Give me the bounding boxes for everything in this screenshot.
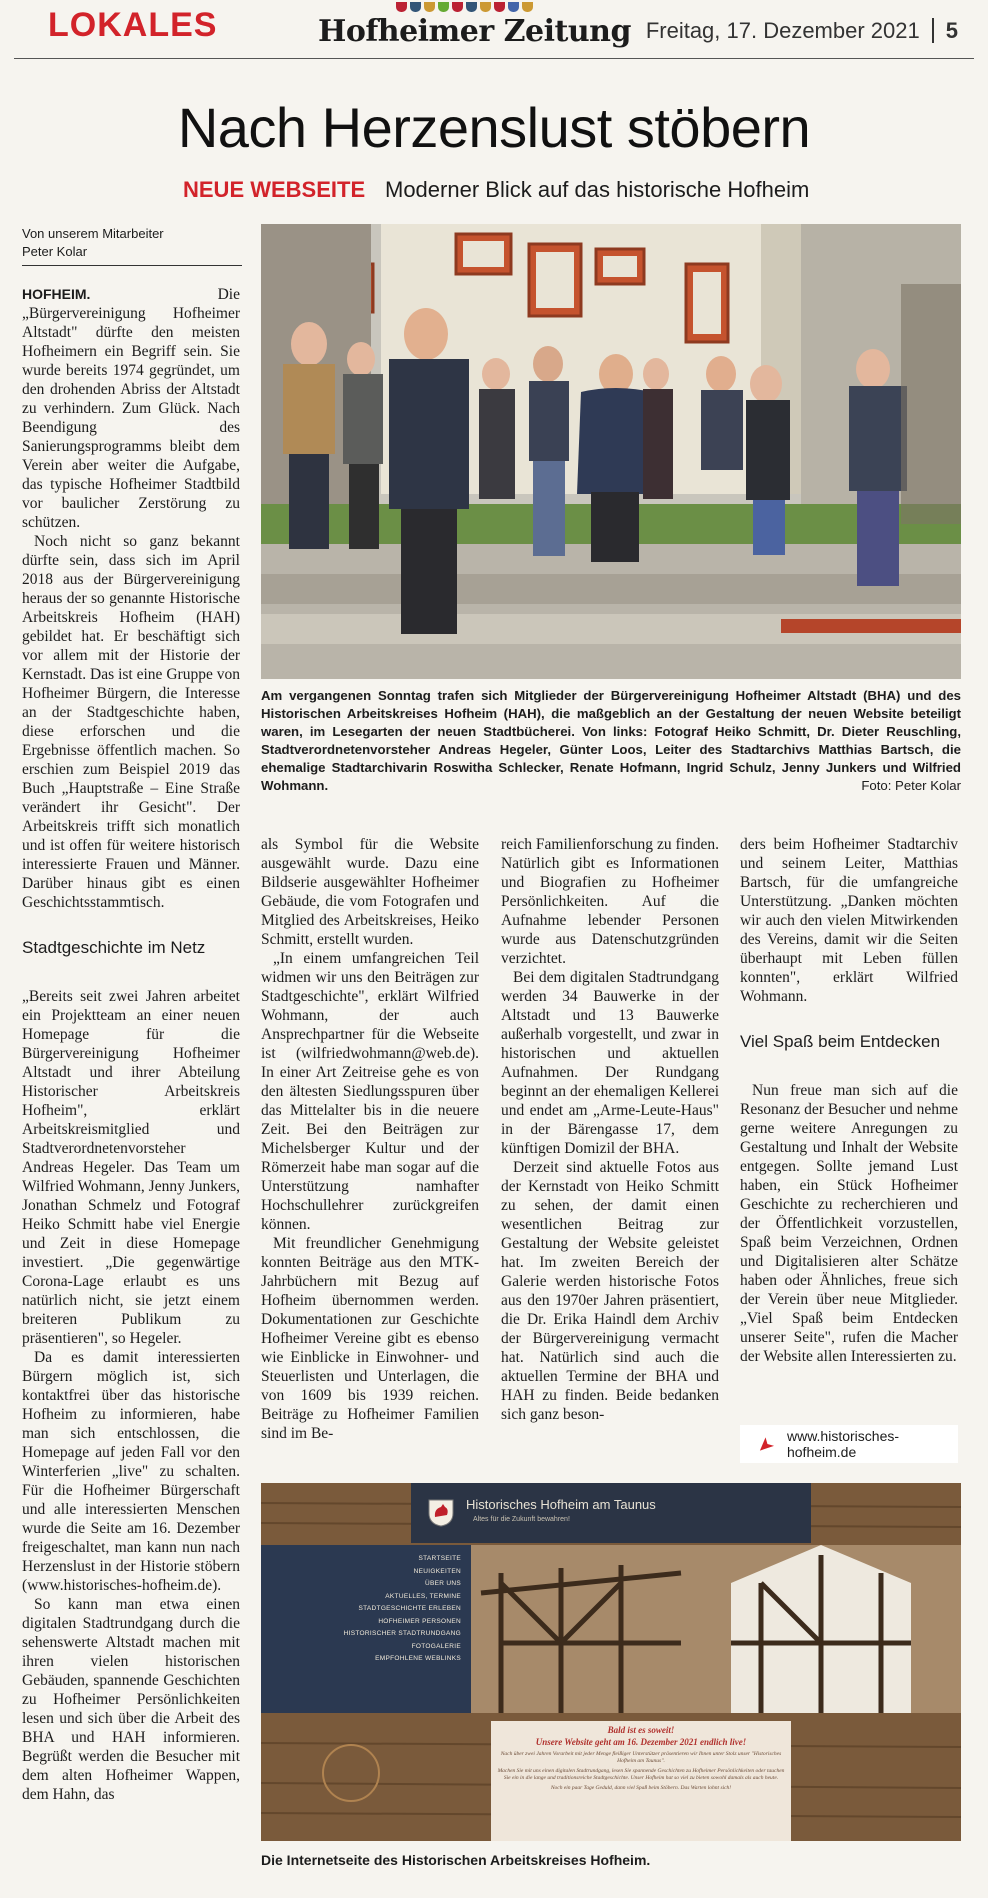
notice-text: Machen Sie mit uns einen digitalen Stadtrundgang, lesen Sie spannende Geschichten zu Hofheimer Persönlichkeiten oder tauchen Sie ein in die lange und traditionsreiche Stadtgeschichte. Unser Hofheim hat so viel zu bieten sowohl damals als auch heute.	[497, 1768, 785, 1781]
rooster-crest-icon	[426, 1497, 456, 1527]
paragraph: Mit freundlicher Genehmigung konnten Beiträge aus den MTK-Jahrbüchern mit Bezug auf Hofheim übernommen werden. Dokumentationen zur Geschichte Hofheimer Vereine gibt es ebenso wie Einblicke in Einwohner- und Steuerlisten und Unterlagen, die von 1609 bis 1939 reichen. Beiträge zu Hofheimer Familien sind im Be-	[261, 1235, 479, 1442]
paragraph: reich Familienforschung zu finden. Natürlich gibt es Informationen und Biografien zu Hofheimer Persönlichkeiten. Auf die Aufnahme lebender Personen wurde aus Datenschutzgründen verzichtet.	[501, 836, 719, 967]
headline: Nach Herzenslust stöbern	[177, 96, 811, 159]
paragraph	[22, 285, 240, 532]
paragraph: Da es damit interessierten Bürgern möglich ist, sich kontaktfrei über das historische Hofheim zu informieren, habe man sich entschlossen, die Homepage auf jeden Fall vor den Winterferien „live" zu schalten. Für die Hofheimer Bürgerschaft und alle interessierten Menschen wurde die Seite am 16. Dezember freigeschaltet, man kann nun nach Herzenslust in der Historie stöbern (www.historisches-hofheim.de).	[22, 1349, 240, 1594]
byline	[22, 225, 242, 266]
group-photo-illustration	[261, 224, 961, 679]
website-caption: Die Internetseite des Historischen Arbeitskreises Hofheim.	[261, 1852, 651, 1868]
paragraph: Noch nicht so ganz bekannt dürfte sein, dass sich im April 2018 aus der Bürgervereinigung heraus der so genannte Historische Arbeitskreis Hofheim (HAH) gebildet hat. Er beschäftigt sich vor allem mit der Historie der Kernstadt. Das ist eine Gruppe von Hofheimer Bürgern, die Interesse an der Stadtgeschichte haben, diese erforschen und die Ergebnisse öffentlich machen. So erschien zum Beispiel 2019 das Buch „Hauptstraße – Eine Straße verändert ihr Gesicht". Der Arbeitskreis trifft sich monatlich und ist offen für weitere historisch interessierte Frauen und Männer. Darüber hinaus gibt es einen Geschichtsstammtisch.	[22, 533, 240, 911]
page-number: 5	[932, 18, 958, 43]
section-heading: Stadtgeschichte im Netz	[22, 938, 206, 957]
website-menu-item[interactable]: STADTGESCHICHTE ERLEBEN	[358, 1605, 461, 1612]
website-menu-item[interactable]: FOTOGALERIE	[411, 1642, 461, 1650]
paragraph: „In einem umfangreichen Teil widmen wir uns den Beiträgen zur Stadtgeschichte", erklärt Wilfried Wohmann, der auch Ansprechpartner für die Webseite ist (wilfriedwohmann@web.de). In einer Art Zeitreise gehe es von den ältesten Siedlungsspuren über das Mittelalter bis in die neuere Zeit. Bei den Beiträgen zur Michelsberger Kultur und der Römerzeit habe man sogar auf die Unterstützung namhafter Hochschullehrer zurückgreifen können.	[261, 950, 479, 1233]
website-title: Historisches Hofheim am Taunus	[466, 1497, 656, 1512]
website-notice	[497, 1725, 785, 1792]
article-column-4	[740, 835, 958, 1366]
section-heading: Viel Spaß beim Entdecken	[740, 1032, 941, 1051]
notice-title: Bald ist es soweit!	[607, 1725, 675, 1735]
paragraph: Bei dem digitalen Stadtrundgang werden 34 Bauwerke in der Altstadt und 13 Bauwerke außerhalb vorgestellt, und zwar in historischen und aktuellen Aufnahmen. Der Rundgang beginnt an der ehemaligen Kellerei und endet am „Arme-Leute-Haus" in der Bärengasse 17, dem künftigen Domizil der BHA.	[501, 969, 719, 1157]
website-screenshot	[261, 1483, 961, 1841]
website-menu-item[interactable]: HISTORISCHER STADTRUNDGANG	[343, 1630, 461, 1637]
photo-caption	[261, 687, 961, 795]
subheadline: Moderner Blick auf das historische Hofheim	[385, 177, 810, 202]
date-text: Freitag, 17. Dezember 2021	[645, 18, 920, 43]
notice-headline: Unsere Website geht am 16. Dezember 2021 endlich live!	[535, 1737, 747, 1747]
article-column-2	[261, 835, 479, 1443]
kicker: NEUE WEBSEITE	[183, 177, 366, 202]
website-menu-item[interactable]: EMPFOHLENE WEBLINKS	[375, 1655, 461, 1662]
article-column-3	[501, 835, 719, 1424]
website-link-box[interactable]	[740, 1425, 958, 1463]
website-menu	[289, 1553, 461, 1666]
paragraph: So kann man etwa einen digitalen Stadtrundgang durch die sehenswerte Altstadt machen mit ihren vielen historischen Gebäuden, spannende Geschichten zu Hofheimer Persönlichkeiten lesen und sich über die Arbeit des BHA und HAH informieren. Begrüßt werden die Besucher mit dem alten Hofheimer Wappen, dem Hahn, das	[22, 1596, 240, 1803]
website-menu-item[interactable]: ÜBER UNS	[425, 1580, 461, 1587]
paragraph: Derzeit sind aktuelle Fotos aus der Kernstadt von Heiko Schmitt zu sehen, der damit einen wesentlichen Beitrag zur Gestaltung der Website geleistet hat. Im zweiten Bereich der Galerie werden historische Fotos aus den 1970er Jahren präsentiert, die Dr. Erika Haindl dem Archiv der Bürgervereinigung vermacht hat. Natürlich sind auch die aktuellen Termine der BHA und HAH zu finden. Beide bedanken sich ganz beson-	[501, 1159, 719, 1423]
paragraph: ders beim Hofheimer Stadtarchiv und seinem Leiter, Matthias Bartsch, für die umfangreiche Unterstützung. „Danken möchten wir auch den vielen Mitwirkenden des Vereins, damit wir die Seiten überhaupt mit Leben füllen konnten", erklärt Wilfried Wohmann.	[740, 836, 958, 1005]
paragraph: „Bereits seit zwei Jahren arbeitet ein Projektteam an einer neuen Homepage für die Bürgervereinigung Hofheimer Altstadt und ihrer Abteilung Historischer Arbeitskreis Hofheim", erklärt Arbeitskreismitglied und Stadtverordnetenvorsteher Andreas Hegeler. Das Team um Wilfried Wohmann, Jenny Junkers, Jonathan Schmelz und Fotograf Heiko Schmitt habe viel Energie und Zeit in diese Homepage investiert. „Die gegenwärtige Corona-Lage erlaubt es uns natürlich nicht, sie jetzt einem breiteren Publikum zu präsentieren", so Hegeler.	[22, 988, 240, 1347]
website-url[interactable]: www.historisches-hofheim.de	[786, 1428, 900, 1460]
notice-text: Nach über zwei Jahren Vorarbeit mit jeder Menge fleißiger Unterstützer präsentieren wir Ihnen unter Stolz unser "Historisches Hofheim am Taunus".	[500, 1751, 782, 1764]
notice-text: Noch ein paar Tage Geduld, dann viel Spaß beim Stöbern. Das Warten lohnt sich!	[550, 1785, 732, 1791]
byline-author: Peter Kolar	[22, 244, 88, 259]
byline-role: Von unserem Mitarbeiter	[22, 226, 164, 241]
paragraph: Nun freue man sich auf die Resonanz der Besucher und nehme gerne weitere Anregungen zu Gestaltung und Inhalt der Website entgegen. Sollte jemand Lust haben, ein Stück Hofheimer Geschichte zu recherchieren und der Öffentlichkeit vorzustellen, Spaß beim Verzeichnen, Ordnen und Digitalisieren alter Schätze haben oder Ähnliches, freue sich der Verein über neue Mitglieder. „Viel Spaß beim Entdecken unserer Seite", rufen die Macher der Website allen Interessierten zu.	[740, 1082, 958, 1365]
website-menu-item[interactable]: HOFHEIMER PERSONEN	[378, 1617, 461, 1625]
group-photo	[261, 224, 961, 679]
paragraph-text: Die „Bürgervereinigung Hofheimer Altstadt" dürfte den meisten Hofheimern ein Begriff sein. Sie wurde bereits 1974 gegründet, um den drohenden Abriss der Altstadt zu verhindern. Zum Glück. Nach Beendigung des Sanierungsprogramms bleibt dem Verein aber weiter die Aufgabe, das typische Hofheimer Stadtbild vor baulicher Zerstörung zu schützen.	[22, 286, 240, 531]
issue-date	[646, 18, 958, 44]
photo-credit: Foto: Peter Kolar	[861, 778, 961, 793]
paragraph: als Symbol für die Website ausgewählt wurde. Dazu eine Bildserie ausgewählter Hofheimer Gebäude, die vom Fotografen und Mitglied des Arbeitskreises, Heiko Schmitt, erstellt wurden.	[261, 836, 479, 948]
article-column-1	[22, 285, 240, 1804]
crest-icons	[396, 2, 533, 12]
header-divider	[14, 58, 974, 59]
arrow-cursor-icon	[758, 1435, 775, 1453]
website-tagline: Altes für die Zukunft bewahren!	[473, 1516, 570, 1523]
dateline: HOFHEIM.	[22, 286, 91, 302]
website-menu-item[interactable]: STARTSEITE	[418, 1555, 461, 1562]
website-menu-item[interactable]: NEUIGKEITEN	[413, 1567, 461, 1575]
website-menu-item[interactable]: AKTUELLES, TERMINE	[385, 1592, 461, 1600]
section-title: LOKALES	[48, 6, 218, 44]
newspaper-name: Hofheimer Zeitung	[318, 14, 631, 49]
caption-text: Am vergangenen Sonntag trafen sich Mitglieder der Bürgervereinigung Hofheimer Altstadt (BHA) und des Historischen Arbeitskreises Hofheim (HAH), die maßgeblich an der Gestaltung der neuen Website beteiligt waren, im Lesegarten der neuen Stadtbücherei. Von links: Fotograf Heiko Schmitt, Dr. Dieter Reuschling, Stadtverordnetenvorsteher Andreas Hegeler, Günter Loos, Leiter des Stadtarchivs Matthias Bartsch, die ehemalige Stadtarchivarin Roswitha Schlecker, Renate Hofmann, Ingrid Schulz, Jenny Junkers und Wilfried Wohmann.	[261, 688, 961, 793]
